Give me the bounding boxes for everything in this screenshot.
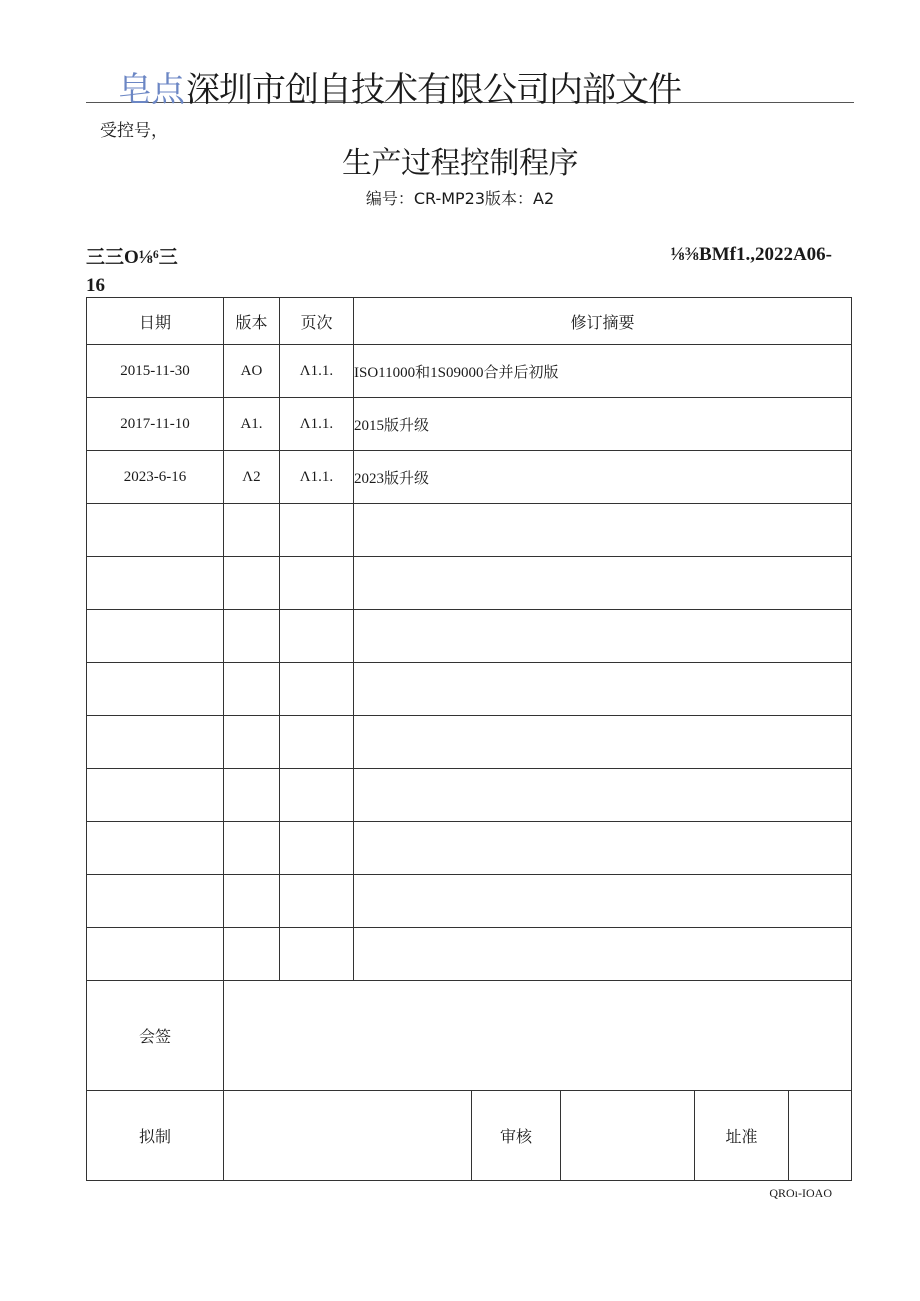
- row-version: [224, 928, 280, 981]
- column-header-version: 版本: [224, 298, 280, 345]
- row-summary: [354, 928, 852, 981]
- table-row: [87, 769, 852, 822]
- row-summary: [354, 875, 852, 928]
- column-header-date: 日期: [87, 298, 224, 345]
- draft-field: [224, 1091, 472, 1181]
- form-code: QROı-IOAO: [769, 1186, 832, 1200]
- row-date: 2023-6-16: [87, 451, 224, 504]
- table-row: [87, 716, 852, 769]
- row-page: Λ1.1.: [280, 398, 354, 451]
- row-page: [280, 875, 354, 928]
- row-page: [280, 504, 354, 557]
- row-version: Λ2: [224, 451, 280, 504]
- draft-label: 拟制: [87, 1091, 224, 1181]
- row-version: [224, 822, 280, 875]
- row-date: [87, 663, 224, 716]
- table-row: [87, 610, 852, 663]
- row-summary: ISO11000和1S09000合并后初版: [354, 345, 852, 398]
- row-page: [280, 928, 354, 981]
- column-header-page: 页次: [280, 298, 354, 345]
- table-row: [87, 663, 852, 716]
- row-version: [224, 663, 280, 716]
- countersign-field: [224, 981, 852, 1091]
- control-number-label: 受控号，: [100, 121, 168, 141]
- meta-left-line1: 三三O⅛⁶三: [86, 247, 178, 268]
- column-header-summary: 修订摘要: [354, 298, 852, 345]
- row-summary: [354, 716, 852, 769]
- meta-left: [86, 244, 178, 300]
- row-date: 2015-11-30: [87, 345, 224, 398]
- row-page: [280, 769, 354, 822]
- review-label: 审核: [472, 1091, 561, 1181]
- row-page: Λ1.1.: [280, 345, 354, 398]
- row-page: [280, 822, 354, 875]
- row-summary: [354, 822, 852, 875]
- revision-table: [86, 297, 852, 1181]
- row-summary: [354, 769, 852, 822]
- meta-right: ⅛⅜BMf1.,2022A06-: [670, 244, 832, 265]
- countersign-label: 会签: [87, 981, 224, 1091]
- table-row: [87, 928, 852, 981]
- review-field: [561, 1091, 695, 1181]
- row-version: [224, 875, 280, 928]
- row-summary: 2023版升级: [354, 451, 852, 504]
- row-date: [87, 875, 224, 928]
- company-title: 深圳市创自技术有限公司内部文件: [186, 70, 681, 110]
- row-page: [280, 557, 354, 610]
- row-summary: 2015版升级: [354, 398, 852, 451]
- table-row: [87, 822, 852, 875]
- approval-row: [87, 1091, 852, 1181]
- row-page: [280, 610, 354, 663]
- table-row: [87, 875, 852, 928]
- row-date: [87, 822, 224, 875]
- approve-field: [789, 1091, 852, 1181]
- row-page: [280, 716, 354, 769]
- table-row: [87, 451, 852, 504]
- row-summary: [354, 663, 852, 716]
- countersign-row: [87, 981, 852, 1091]
- row-date: [87, 769, 224, 822]
- document-number: 编号：CR-MP23版本：A2: [365, 189, 555, 208]
- table-row: [87, 504, 852, 557]
- row-date: [87, 716, 224, 769]
- row-version: AO: [224, 345, 280, 398]
- row-page: Λ1.1.: [280, 451, 354, 504]
- row-date: [87, 504, 224, 557]
- row-date: [87, 928, 224, 981]
- row-date: [87, 610, 224, 663]
- row-version: [224, 504, 280, 557]
- row-date: 2017-11-10: [87, 398, 224, 451]
- row-version: [224, 716, 280, 769]
- row-version: A1.: [224, 398, 280, 451]
- document-header: [86, 56, 854, 110]
- row-version: [224, 610, 280, 663]
- row-version: [224, 557, 280, 610]
- table-row: [87, 398, 852, 451]
- table-row: [87, 557, 852, 610]
- table-header-row: [87, 298, 852, 345]
- approve-label: 址准: [695, 1091, 789, 1181]
- company-logo-text: 皂点: [118, 70, 184, 110]
- meta-left-line2: 16: [86, 275, 105, 296]
- row-page: [280, 663, 354, 716]
- table-row: [87, 345, 852, 398]
- row-summary: [354, 610, 852, 663]
- row-summary: [354, 504, 852, 557]
- row-summary: [354, 557, 852, 610]
- row-date: [87, 557, 224, 610]
- row-version: [224, 769, 280, 822]
- document-title: 生产过程控制程序: [342, 146, 578, 181]
